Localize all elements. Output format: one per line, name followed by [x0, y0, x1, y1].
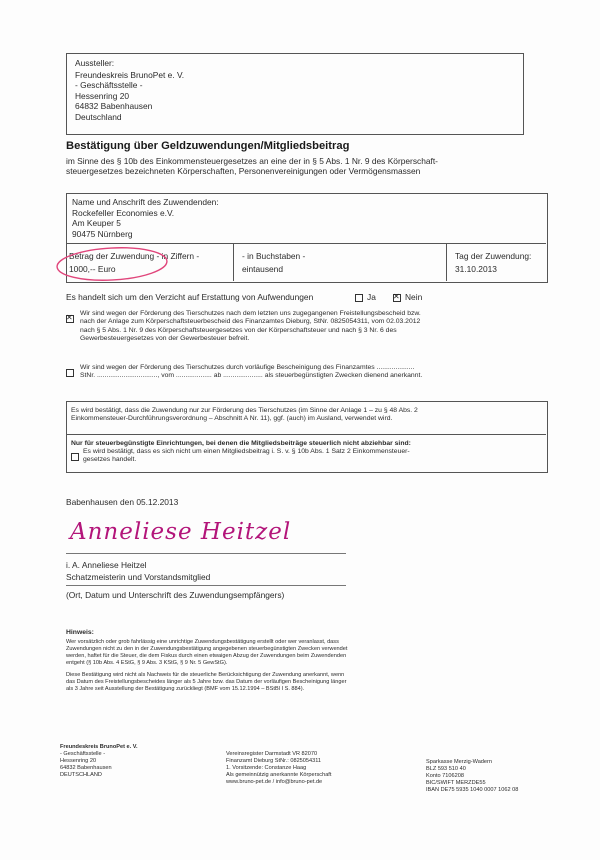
member-line: Es wird bestätigt, dass es sich nicht um einen Mitgliedsbeitrag i. S. v. § 10b Abs. 1 Satz 2 Einkommensteuer- [83, 448, 410, 455]
member-checkbox[interactable] [71, 453, 79, 461]
footer-bank [426, 759, 518, 794]
option1-line: Gewerbesteuergesetzes von der Gewerbesteuer befreit. [80, 335, 250, 343]
footer-registry [226, 751, 331, 786]
footer-bank-line: Konto 7106208 [426, 772, 464, 779]
notice-heading: Hinweis: [66, 629, 94, 636]
notice-line: entgeht (§ 10b Abs. 4 EStG, § 9 Abs. 3 KStG, § 9 Nr. 5 GewStG). [66, 659, 228, 666]
page-title: Bestätigung über Geldzuwendungen/Mitgliedsbeitrag [66, 140, 350, 152]
notice-line: als 3 Jahre seit Ausstellung der Bestätigung zurückliegt (BMF vom 15.12.1994 – BStBl I S. 884). [66, 685, 305, 692]
footer-org-line: DEUTSCHLAND [60, 771, 102, 778]
amount-figures-label: Betrag der Zuwendung - in Ziffern - [69, 251, 200, 261]
member-line: gesetzes handelt. [83, 456, 137, 464]
footer-registry-line: Finanzamt Dieburg StNr.: 0825054311 [226, 757, 322, 764]
waiver-nein-label: Nein [405, 292, 423, 302]
donor-line: Am Keuper 5 [72, 218, 121, 229]
highlight-circle [54, 245, 174, 285]
amount-figures-value: 1000,-- Euro [69, 264, 116, 274]
notice-line: werden, haftet für die Steuer, die dem Fiskus durch einen etwaigen Abzug der Zuwendungen beim Zuwendenden [66, 652, 347, 659]
waiver-ja [355, 292, 376, 302]
donor-label: Name und Anschrift des Zuwendenden: [72, 197, 219, 207]
member-heading: Nur für steuerbegünstigte Einrichtungen, bei denen die Mitgliedsbeiträge steuerlich nicht abziehbar sind: [71, 440, 411, 447]
footer-org-line: Hessenring 20 [60, 757, 97, 764]
handwritten-signature: Anneliese Heitzel [70, 519, 292, 545]
donation-date-value: 31.10.2013 [455, 264, 497, 274]
issuer-line: Hessenring 20 [75, 90, 130, 101]
signature-caption: (Ort, Datum und Unterschrift des Zuwendungsempfängers) [66, 590, 285, 600]
notice-line: Wer vorsätzlich oder grob fahrlässig eine unrichtige Zuwendungsbestätigung erstellt oder wer veranlasst, dass [66, 639, 339, 645]
option2-checkbox-wrap [66, 364, 78, 382]
footer-bank-line: BIC/SWIFT MERZDE55 [426, 779, 486, 786]
issuer-line: 64832 Babenhausen [75, 101, 153, 112]
donor-line: Rockefeller Economies e.V. [72, 208, 175, 218]
option2-line: StNr. ................................, vom ................... ab ..................... als steuerbegünstigten Zwecken dienend anerkannt. [80, 372, 423, 380]
footer-org [60, 744, 138, 779]
notice-line: Zuwendungen nicht zu den in der Zuwendungsbestätigung angegebenen steuerbegünstigten Zwecken verwendet [66, 645, 348, 652]
donation-date-label: Tag der Zuwendung: [455, 251, 532, 261]
footer-registry-line: Als gemeinnützig anerkannte Körperschaft [226, 771, 332, 778]
footer-org-line: Freundeskreis BrunoPet e. V. [60, 744, 138, 750]
notice-line: Diese Bestätigung wird nicht als Nachweis für die steuerliche Berücksichtigung der Zuwendung anerkannt, wenn [66, 672, 345, 678]
footer-org-line: 64832 Babenhausen [60, 764, 112, 771]
subtitle-line: steuergesetzes bezeichneten Körperschaften, Personenvereinigungen oder Vermögensmassen [66, 166, 421, 177]
option1-line: nach der Anlage zum Körperschaftsteuerbescheid des Finanzamtes Dieburg, StNr. 0825054311, vom 02.03.2012 [80, 318, 421, 326]
option1-line: nach § 5 Abs. 1 Nr. 9 des Körperschaftsteuergesetzes von der Körperschaftsteuer und nach § 3 Nr. 6 des [80, 326, 397, 334]
member-text [83, 448, 410, 465]
footer-registry-line: Vereinsregister Darmstadt VR 82070 [226, 751, 318, 757]
option2-text [80, 364, 422, 381]
subtitle [66, 156, 438, 177]
confirmation-line: Einkommensteuer-Durchführungsverordnung – Abschnitt A Nr. 11), ggf. (auch) im Ausland, verwendet wird. [71, 415, 393, 423]
waiver-ja-checkbox[interactable] [355, 294, 363, 302]
notice-para2 [66, 672, 346, 693]
donor-line: 90475 Nürnberg [72, 228, 133, 239]
option2-line: Wir sind wegen der Förderung des Tierschutzes durch vorläufige Bescheinigung des Finanzamtes .................... [80, 364, 415, 371]
footer-bank-line: BLZ 593 510 40 [426, 765, 466, 772]
issuer-address [75, 70, 184, 122]
waiver-text: Es handelt sich um den Verzicht auf Erstattung von Aufwendungen [66, 292, 314, 302]
amount-words-label: - in Buchstaben - [242, 251, 306, 261]
confirmation-line: Es wird bestätigt, dass die Zuwendung nur zur Förderung des Tierschutzes (im Sinne der Anlage 1 – zu § 48 Abs. 2 [71, 407, 418, 414]
waiver-nein [393, 292, 422, 302]
confirmation-text [71, 407, 418, 424]
option2-checkbox[interactable] [66, 369, 74, 377]
amount-words-value: eintausend [242, 264, 283, 274]
subtitle-line: im Sinne des § 10b des Einkommensteuergesetzes an eine der in § 5 Abs. 1 Nr. 9 des Körperschaft- [66, 156, 438, 166]
donor-address [72, 208, 174, 239]
issuer-line: - Geschäftsstelle - [75, 80, 143, 91]
footer-bank-line: Sparkasse Merzig-Wadern [426, 759, 493, 765]
footer-registry-line: www.bruno-pet.de / info@bruno-pet.de [226, 778, 323, 785]
footer-bank-line: IBAN DE75 5935 1040 0007 1062 08 [426, 786, 519, 793]
issuer-line: Deutschland [75, 111, 122, 122]
notice-line: das Datum des Freistellungsbescheides länger als 5 Jahre bzw. das Datum der vorläufigen Bescheinigung länger [66, 678, 347, 685]
waiver-ja-label: Ja [367, 292, 376, 302]
place-date: Babenhausen den 05.12.2013 [66, 497, 179, 507]
notice-para1 [66, 639, 347, 667]
issuer-line: Freundeskreis BrunoPet e. V. [75, 70, 185, 80]
option1-checkbox-wrap [66, 310, 78, 328]
signer-name: i. A. Anneliese Heitzel [66, 560, 147, 570]
footer-registry-line: 1. Vorsitzende: Constanze Haag [226, 764, 307, 771]
option1-line: Wir sind wegen der Förderung des Tierschutzes nach dem letzten uns zugegangenen Freistellungsbescheid bzw. [80, 310, 421, 317]
waiver-nein-checkbox[interactable] [393, 294, 401, 302]
issuer-label: Aussteller: [75, 58, 115, 68]
signer-role: Schatzmeisterin und Vorstandsmitglied [66, 572, 211, 582]
option1-text [80, 310, 421, 344]
member-checkbox-wrap [71, 448, 83, 466]
footer-org-line: - Geschäftsstelle - [60, 750, 106, 757]
option1-checkbox[interactable] [66, 315, 74, 323]
